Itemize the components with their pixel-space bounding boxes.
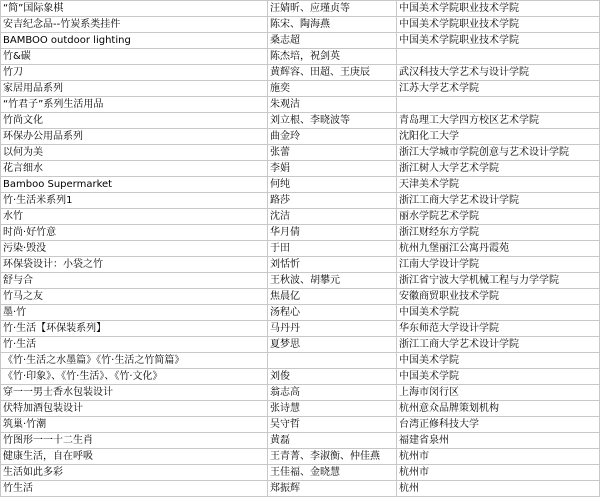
institution-cell: 中国美术学院职业技术学院 [397, 17, 600, 33]
author-cell: 汤程心 [268, 305, 397, 321]
author-cell: 刘恬忻 [268, 257, 397, 273]
institution-cell: 丽水学院艺术学院 [397, 209, 600, 225]
table-row [1, 97, 600, 113]
work-title-cell: 舒与合 [1, 273, 268, 289]
institution-cell: 浙江树人大学艺术学院 [397, 161, 600, 177]
work-title-cell: 环保办公用品系列 [1, 129, 268, 145]
work-title-cell: 竹生活 [1, 481, 268, 497]
work-title-cell: 花言细水 [1, 161, 268, 177]
work-title-cell: 竹&碳 [1, 49, 268, 65]
institution-cell: 沈阳化工大学 [397, 129, 600, 145]
table-row [1, 113, 600, 129]
work-title-cell: Bamboo Supermarket [1, 177, 268, 193]
author-cell: 桑志超 [268, 33, 397, 49]
author-cell: 于田 [268, 241, 397, 257]
author-cell: 马丹丹 [268, 321, 397, 337]
work-title-cell: 竹·生活【环保装系列】 [1, 321, 268, 337]
author-cell: 沈洁 [268, 209, 397, 225]
work-title-cell: 安吉纪念品--竹炭系类挂件 [1, 17, 268, 33]
institution-cell: 青岛理工大学四方校区艺术学院 [397, 113, 600, 129]
table-row [1, 305, 600, 321]
author-cell: 李娟 [268, 161, 397, 177]
institution-cell: 安徽商贸职业技术学院 [397, 289, 600, 305]
institution-cell: 中国美术学院 [397, 353, 600, 369]
table-row [1, 449, 600, 465]
table-row [1, 161, 600, 177]
institution-cell: 杭州市 [397, 449, 600, 465]
work-title-cell: 竹刀 [1, 65, 268, 81]
work-title-cell: 以何为美 [1, 145, 268, 161]
institution-cell: 江南大学设计学院 [397, 257, 600, 273]
table-row [1, 289, 600, 305]
work-title-cell: 伏特加酒包装设计 [1, 401, 268, 417]
work-title-cell: 《竹·生活之水墨篇》《竹·生活之竹简篇》 [1, 353, 268, 369]
institution-cell: 华东师范大学设计学院 [397, 321, 600, 337]
work-title-cell: 时尚·好竹意 [1, 225, 268, 241]
table-row [1, 193, 600, 209]
author-cell: 刘俊 [268, 369, 397, 385]
institution-cell: 台湾正修科技大学 [397, 417, 600, 433]
table-row [1, 33, 600, 49]
work-title-cell: 家居用品系列 [1, 81, 268, 97]
table-row [1, 81, 600, 97]
author-cell: 汪婧昕、应瑾贞等 [268, 1, 397, 17]
table-row [1, 129, 600, 145]
table-row [1, 321, 600, 337]
work-title-cell: 污染·毁没 [1, 241, 268, 257]
author-cell: 刘立根、李晓波等 [268, 113, 397, 129]
work-title-cell: 《竹·印象》、《竹·生活》、《竹·文化》 [1, 369, 268, 385]
author-cell: 张蕾 [268, 145, 397, 161]
table-body [1, 1, 600, 497]
institution-cell: 上海市闵行区 [397, 385, 600, 401]
table-row [1, 241, 600, 257]
author-cell: 黄辉容、田超、王庚辰 [268, 65, 397, 81]
work-title-cell: 竹·生活 [1, 337, 268, 353]
institution-cell: 中国美术学院职业技术学院 [397, 33, 600, 49]
institution-cell: 浙江省宁波大学机械工程与力学学院 [397, 273, 600, 289]
institution-cell: 杭州九堡丽江公寓丹霞苑 [397, 241, 600, 257]
author-cell: 王青菁、李淑衡、仲佳燕 [268, 449, 397, 465]
table-row [1, 273, 600, 289]
institution-cell [397, 97, 600, 113]
author-cell: 陈宋、陶海燕 [268, 17, 397, 33]
table-row [1, 1, 600, 17]
work-title-cell: 竹尚文化 [1, 113, 268, 129]
work-title-cell: 竹图形一一十二生肖 [1, 433, 268, 449]
author-cell: 夏梦思 [268, 337, 397, 353]
institution-cell [397, 49, 600, 65]
work-title-cell: BAMBOO outdoor lighting [1, 33, 268, 49]
institution-cell: 武汉科技大学艺术与设计学院 [397, 65, 600, 81]
table-row [1, 337, 600, 353]
table-row [1, 209, 600, 225]
table-row [1, 481, 600, 497]
work-title-cell: 墨·竹 [1, 305, 268, 321]
author-cell: 王佳福、金晓慧 [268, 465, 397, 481]
table-row [1, 225, 600, 241]
work-title-cell: 环保袋设计：小袋之竹 [1, 257, 268, 273]
author-cell: 张诗慧 [268, 401, 397, 417]
institution-cell: 中国美术学院职业技术学院 [397, 1, 600, 17]
institution-cell: 中国美术学院 [397, 305, 600, 321]
institution-cell: 福建省泉州 [397, 433, 600, 449]
institution-cell: 中国美术学院 [397, 369, 600, 385]
table-row [1, 433, 600, 449]
work-title-cell: “竹君子”系列生活用品 [1, 97, 268, 113]
author-cell: 华月倩 [268, 225, 397, 241]
table-row [1, 369, 600, 385]
author-cell: 黄磊 [268, 433, 397, 449]
institution-cell: 浙江工商大学艺术设计学院 [397, 337, 600, 353]
table-row [1, 145, 600, 161]
author-cell: 焦晨亿 [268, 289, 397, 305]
table-row [1, 257, 600, 273]
table-row [1, 417, 600, 433]
table-row [1, 465, 600, 481]
table-row [1, 65, 600, 81]
author-cell: 朱观洁 [268, 97, 397, 113]
work-title-cell: “简”国际象棋 [1, 1, 268, 17]
work-title-cell: 生活如此多彩 [1, 465, 268, 481]
institution-cell: 杭州 [397, 481, 600, 497]
work-title-cell: 竹·生活米系列1 [1, 193, 268, 209]
author-cell: 路莎 [268, 193, 397, 209]
table-row [1, 177, 600, 193]
table-row [1, 353, 600, 369]
table-row [1, 49, 600, 65]
work-title-cell: 筑巢·竹潮 [1, 417, 268, 433]
work-title-cell: 穿一一男士香水包装设计 [1, 385, 268, 401]
institution-cell: 浙江财经东方学院 [397, 225, 600, 241]
author-cell: 曲金玲 [268, 129, 397, 145]
author-cell: 郑振辉 [268, 481, 397, 497]
institution-cell: 天津美术学院 [397, 177, 600, 193]
author-cell [268, 353, 397, 369]
author-cell: 王秋波、胡攀元 [268, 273, 397, 289]
table-row [1, 17, 600, 33]
work-title-cell: 健康生活，自在呼吸 [1, 449, 268, 465]
table-row [1, 401, 600, 417]
table-row [1, 385, 600, 401]
author-cell: 何纯 [268, 177, 397, 193]
work-title-cell: 水竹 [1, 209, 268, 225]
author-cell: 翁志高 [268, 385, 397, 401]
institution-cell: 浙江工商大学艺术设计学院 [397, 193, 600, 209]
institution-cell: 杭州市 [397, 465, 600, 481]
institution-cell: 杭州意众品牌策划机构 [397, 401, 600, 417]
institution-cell: 浙江大学城市学院创意与艺术设计学院 [397, 145, 600, 161]
author-cell: 陈杰培，祝剑英 [268, 49, 397, 65]
institution-cell: 江苏大学艺术学院 [397, 81, 600, 97]
author-cell: 施奕 [268, 81, 397, 97]
author-cell: 吴守哲 [268, 417, 397, 433]
work-title-cell: 竹马之友 [1, 289, 268, 305]
